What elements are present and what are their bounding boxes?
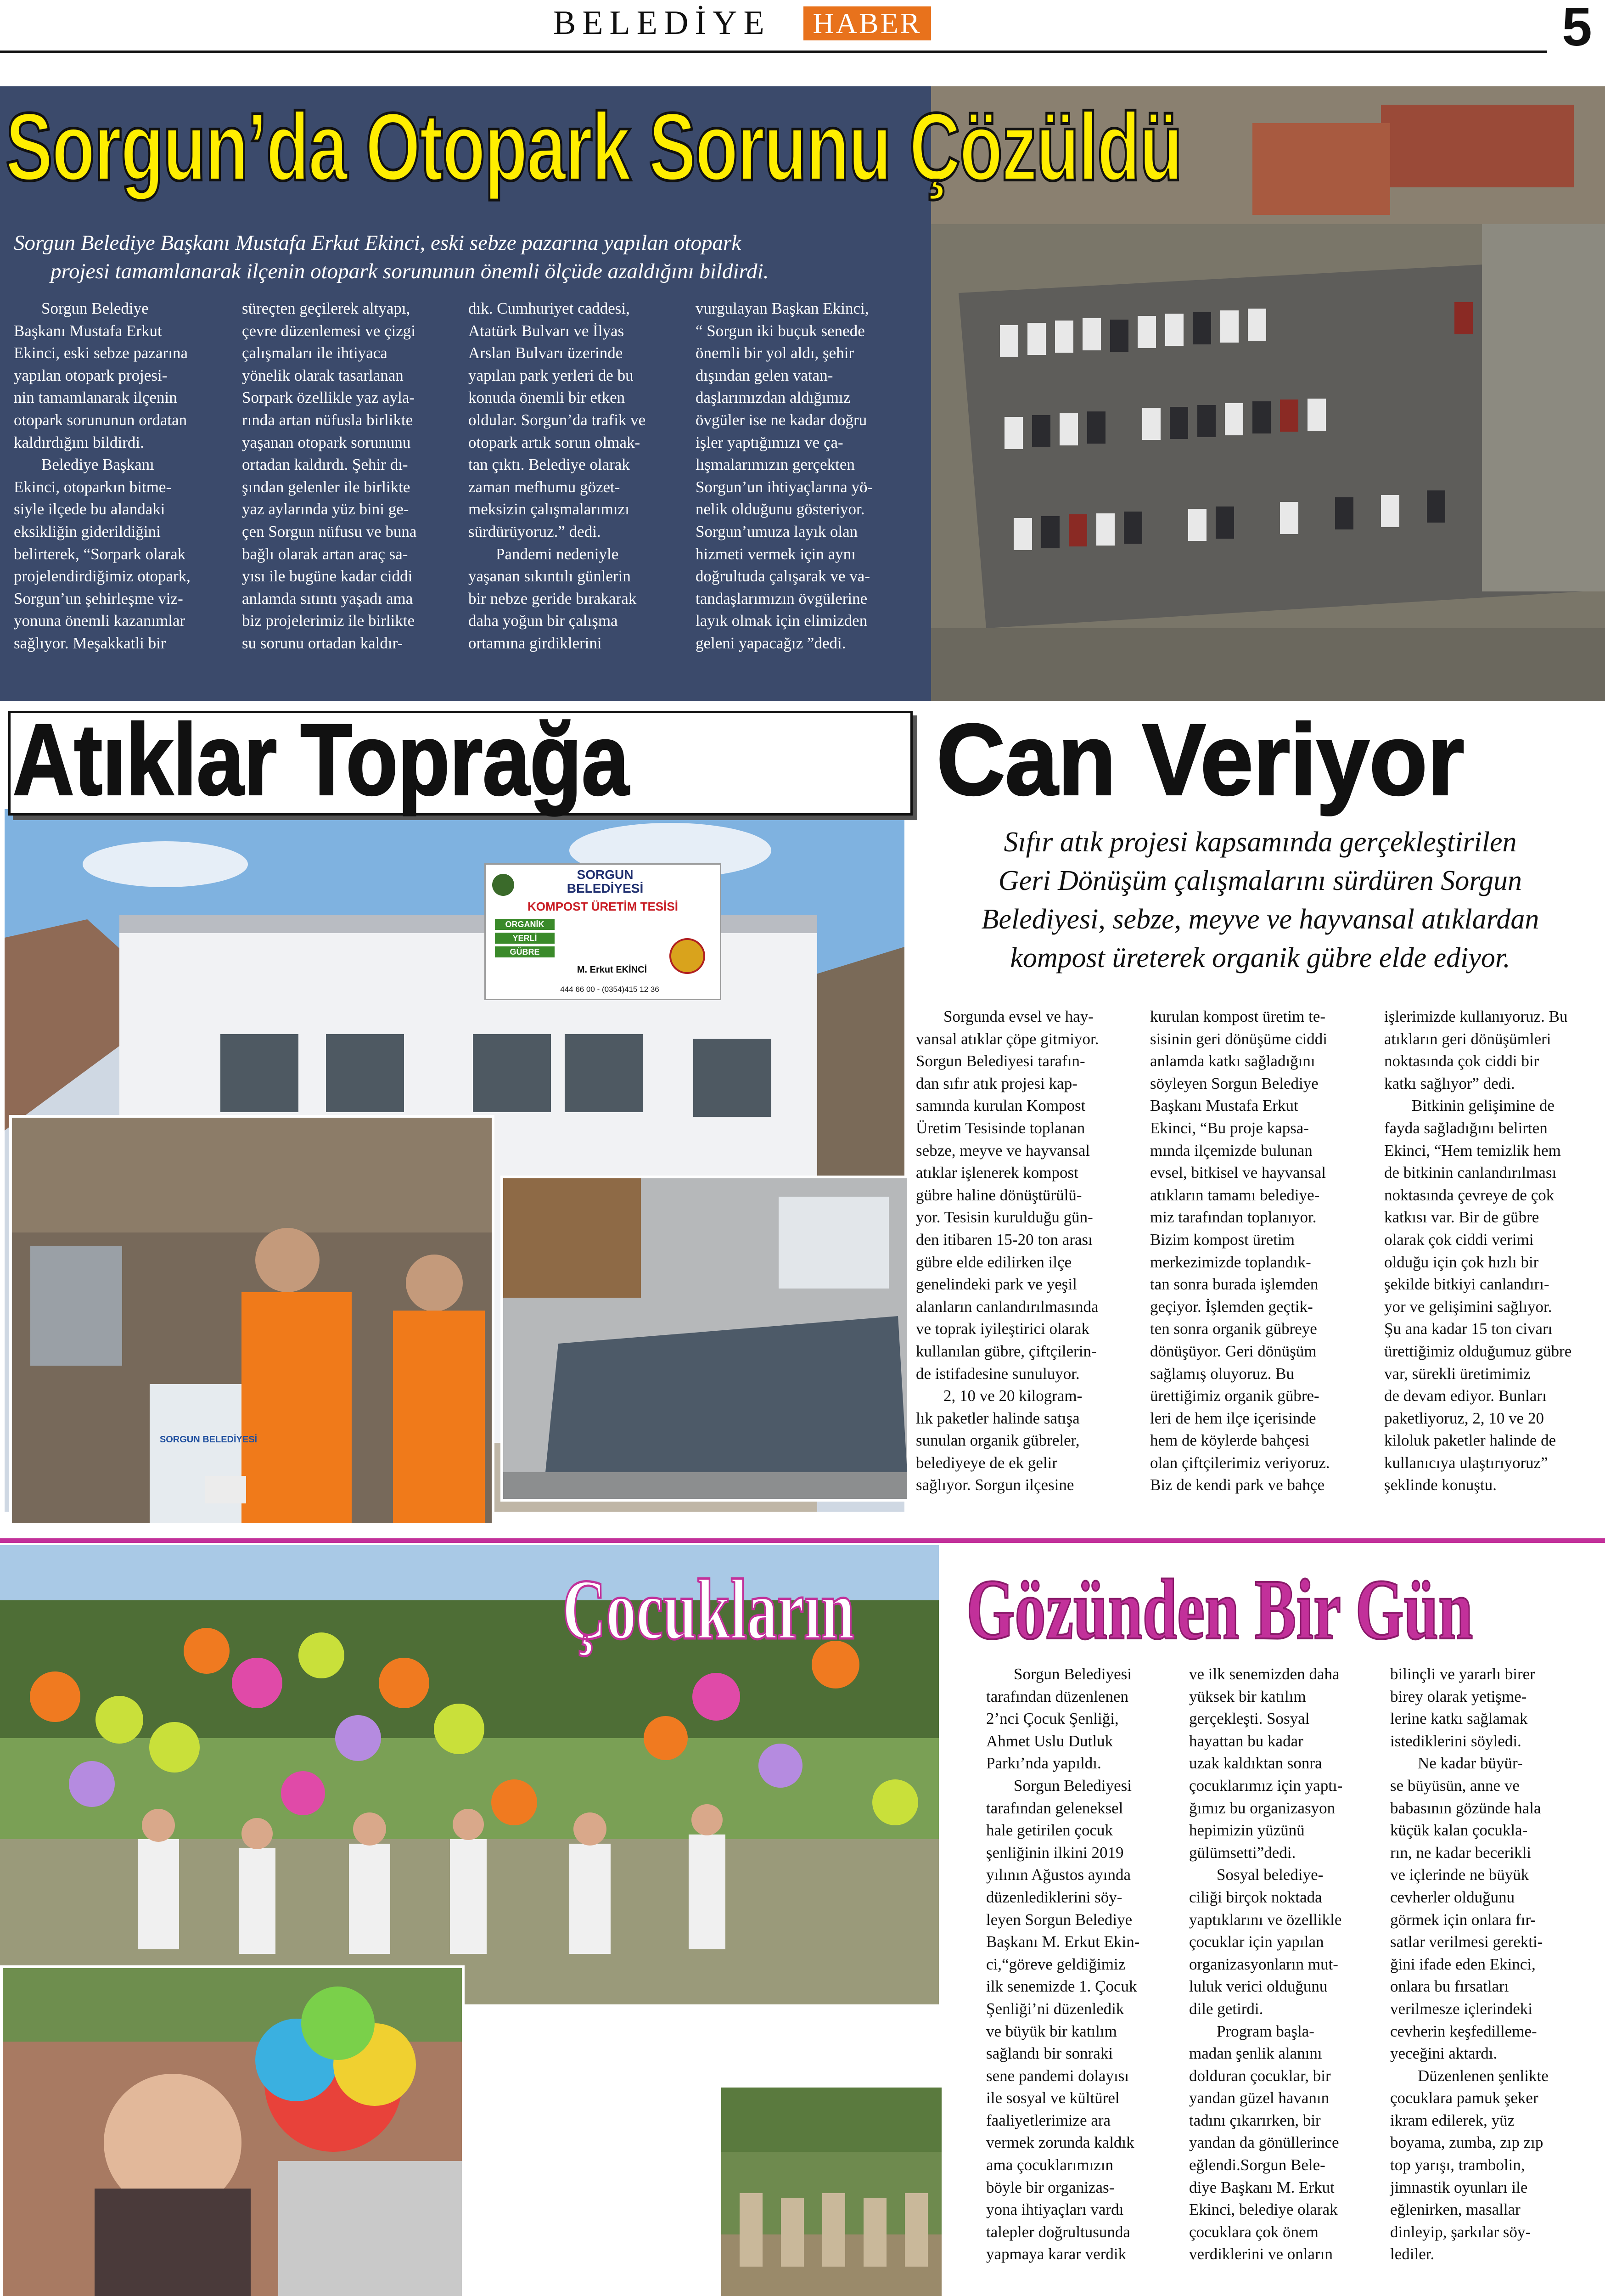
text-line: Arslan Bulvarı üzerinde <box>468 344 623 362</box>
text-line: şından gelenler ile birlikte <box>242 478 410 496</box>
text-line: sağlıyor. Meşakkatli bir <box>14 634 166 652</box>
text-line: noktasında çok ciddi bir <box>1384 1052 1539 1070</box>
text-line: sisinin geri dönüşüme ciddi <box>1150 1030 1327 1048</box>
text-line: yısı ile bugüne kadar ciddi <box>242 567 413 585</box>
text-line: organizasyonların mut- <box>1189 1955 1338 1973</box>
text-line: ve içlerinde ne büyük <box>1390 1866 1529 1884</box>
text-line: tan sonra burada işlemden <box>1150 1275 1319 1294</box>
text-line: Sorgun’umuza layık olan <box>696 522 858 540</box>
text-line: eksikliğin giderildiğini <box>14 522 161 540</box>
text-line: belirterek, “Sorpark olarak <box>14 545 186 563</box>
otopark-column-3 <box>468 298 679 655</box>
text-line: küçük kalan çocukla- <box>1390 1821 1528 1840</box>
text-line: tandaşlarımızın övgülerine <box>696 589 868 608</box>
text-line: hale getirilen çocuk <box>986 1821 1113 1840</box>
text-line: olan çiftçilerimiz veriyoruz. <box>1150 1453 1330 1472</box>
text-line: Atatürk Bulvarı ve İlyas <box>468 321 624 340</box>
sign-name: M. Erkut EKİNCİ <box>577 965 647 975</box>
text-line: sağlamış oluyoruz. Bu <box>1150 1364 1294 1383</box>
sign-tag-gubre: GÜBRE <box>495 946 555 957</box>
text-line: yaz aylarında yüz bini ge- <box>242 500 409 518</box>
text-line: miz tarafından toplanıyor. <box>1150 1208 1317 1227</box>
text-line: eğlenirken, masallar <box>1390 2200 1521 2219</box>
text-line: onlara bu fırsatları <box>1390 1977 1509 1996</box>
text-line: “ Sorgun iki buçuk senede <box>696 321 865 340</box>
text-line: yaşanan otopark sorununu <box>242 433 411 451</box>
text-line: top yarışı, trambolin, <box>1390 2156 1525 2174</box>
text-line: talepler doğrultusunda <box>986 2223 1130 2241</box>
text-line: otopark sorununun ordatan <box>14 411 187 429</box>
text-line: 2’nci Çocuk Şenliği, <box>986 1710 1119 1728</box>
text-line: Ekinci, belediye olarak <box>1189 2200 1338 2219</box>
text-line: dile getirdi. <box>1189 1999 1263 2018</box>
text-line: çocuklara pamuk şeker <box>1390 2089 1538 2107</box>
text-line: Biz de kendi park ve bahçe <box>1150 1476 1324 1494</box>
text-line: eğlendi.Sorgun Bele- <box>1189 2156 1325 2174</box>
text-line: Ekinci, “Bu proje kapsa- <box>1150 1119 1309 1137</box>
cocuk-column-1 <box>986 1663 1174 2266</box>
text-line: boyama, zumba, zıp zıp <box>1390 2133 1543 2152</box>
text-line: ğini ifade eden Ekinci, <box>1390 1955 1536 1973</box>
atiklar-column-2 <box>1150 1006 1368 1497</box>
text-line: diye Başkanı M. Erkut <box>1189 2178 1335 2196</box>
text-line: Başkanı Mustafa Erkut <box>14 321 162 340</box>
fertilizer-bag-label: SORGUN BELEDİYESİ <box>159 1435 258 1445</box>
lead-atiklar <box>918 823 1602 977</box>
text-line: Düzenlenen şenlikte <box>1418 2066 1549 2085</box>
text-line: yapılan otopark projesi- <box>14 366 168 384</box>
text-line: verilmesze içlerindeki <box>1390 1999 1532 2018</box>
compost-facility-sign <box>484 863 721 1000</box>
text-line: rında artan nüfusla birlikte <box>242 411 413 429</box>
sign-org-line-2: BELEDİYESİ <box>567 881 644 895</box>
text-line: atıkların geri dönüşümleri <box>1384 1030 1551 1048</box>
text-line: nin tamamlanarak ilçenin <box>14 388 177 407</box>
cocuk-column-3 <box>1390 1663 1601 2266</box>
text-line: otopark artık sorun olmak- <box>468 433 640 451</box>
text-line: katkısı var. Bir de gübre <box>1384 1208 1539 1227</box>
text-line: leyen Sorgun Belediye <box>986 1910 1133 1929</box>
text-line: Başkanı Mustafa Erkut <box>1150 1097 1298 1115</box>
text-line: gübre elde edilirken ilçe <box>916 1253 1072 1271</box>
text-line: önemli bir yol aldı, şehir <box>696 344 854 362</box>
text-line: Sosyal belediye- <box>1217 1866 1324 1884</box>
text-line: kullanıcıya ulaştırıyoruz” <box>1384 1453 1548 1472</box>
text-line: ci,“göreve geldiğimiz <box>986 1955 1126 1973</box>
masthead <box>0 0 1605 55</box>
headline-can-veriyor: Can Veriyor <box>937 703 1465 816</box>
text-line: genelindeki park ve yeşil <box>916 1275 1077 1294</box>
text-line: Şenliği’ni düzenledik <box>986 1999 1124 2018</box>
text-line: yor. Tesisin kurulduğu gün- <box>916 1208 1093 1227</box>
text-line: cevherler olduğunu <box>1390 1888 1515 1906</box>
text-line: kaldırdığını bildirdi. <box>14 433 144 451</box>
text-line: lık paketler halinde satışa <box>916 1409 1080 1427</box>
text-line: ortamına girdiklerini <box>468 634 602 652</box>
text-line: noktasında çevreye de çok <box>1384 1186 1554 1204</box>
text-line: paketliyoruz, 2, 10 ve 20 <box>1384 1409 1544 1427</box>
text-line: belediyeye de ek gelir <box>916 1453 1058 1472</box>
text-line: yona ihtiyaçları vardı <box>986 2200 1124 2219</box>
sack-race-photo <box>718 2085 944 2296</box>
sign-title: KOMPOST ÜRETİM TESİSİ <box>528 900 678 913</box>
text-line: hizmeti vermek için aynı <box>696 545 856 563</box>
text-line: se büyüsün, anne ve <box>1390 1776 1520 1795</box>
text-line: de bitkinin canlandırılması <box>1384 1164 1557 1182</box>
text-line: kiloluk paketler halinde de <box>1384 1431 1556 1450</box>
otopark-column-4 <box>696 298 916 655</box>
text-line: hem de köylerde bahçesi <box>1150 1431 1309 1450</box>
sign-org-line-1: SORGUN <box>577 867 634 882</box>
lead-atiklar-line: Sıfır atık projesi kapsamında gerçekleştirilen <box>1004 827 1517 858</box>
text-line: ve toprak iyileştirici olarak <box>916 1320 1090 1338</box>
text-line: rın, ne kadar becerikli <box>1390 1843 1532 1862</box>
text-line: yonuna önemli kazanımlar <box>14 612 185 630</box>
text-line: yaşanan sıkıntılı günlerin <box>468 567 631 585</box>
text-line: yılının Ağustos ayında <box>986 1866 1131 1884</box>
masthead-brand-right: HABER <box>803 6 931 40</box>
text-line: düzenlediklerini söy- <box>986 1888 1122 1906</box>
text-line: geleni yapacağız ”dedi. <box>696 634 846 652</box>
text-line: 2, 10 ve 20 kilogram- <box>943 1387 1083 1405</box>
text-line: şekilde bitkiyi canlandırı- <box>1384 1275 1549 1294</box>
text-line: sürdürüyoruz.” dedi. <box>468 522 601 540</box>
text-line: tadını çıkarırken, bir <box>1189 2111 1321 2129</box>
text-line: tan çıktı. Belediye olarak <box>468 456 630 474</box>
text-line: Belediye Başkanı <box>41 456 154 474</box>
lead-atiklar-line: Geri Dönüşüm çalışmalarını sürdüren Sorgun <box>998 865 1522 896</box>
text-line: görmek için onlara fır- <box>1390 1910 1536 1929</box>
masthead-brand-left: BELEDİYE <box>553 4 771 42</box>
text-line: katkı sağlıyor” dedi. <box>1384 1074 1515 1092</box>
text-line: dan sıfır atık projesi kap- <box>916 1074 1077 1092</box>
text-line: çevre düzenlemesi ve çizgi <box>242 321 415 340</box>
text-line: konuda önemli bir etken <box>468 388 625 407</box>
text-line: Bitkinin gelişimine de <box>1412 1097 1555 1115</box>
text-line: cevherin keşfedilleme- <box>1390 2022 1537 2040</box>
text-line: yandan da gönüllerince <box>1189 2133 1339 2152</box>
sign-tag-yerli: YERLİ <box>495 933 555 944</box>
lead-atiklar-line: kompost üreterek organik gübre elde ediyor. <box>1010 942 1510 974</box>
text-line: hepimizin yüzünü <box>1189 1821 1305 1840</box>
text-line: şenliğinin ilkini 2019 <box>986 1843 1124 1862</box>
text-line: ürettiğimiz organik gübre- <box>1150 1387 1319 1405</box>
text-line: çalışmaları ile ihtiyaca <box>242 344 387 362</box>
text-line: faaliyetlerimize ara <box>986 2111 1111 2129</box>
text-line: süreçten geçilerek altyapı, <box>242 299 410 317</box>
text-line: ve büyük bir katılım <box>986 2022 1117 2040</box>
text-line: satlar verilmesi gerekti- <box>1390 1933 1543 1951</box>
text-line: lerine katkı sağlamak <box>1390 1710 1528 1728</box>
text-line: siyle ilçede bu alandaki <box>14 500 165 518</box>
text-line: sene pandemi dolayısı <box>986 2066 1129 2085</box>
text-line: ten sonra organik gübreye <box>1150 1320 1317 1338</box>
lead-otopark-line: Sorgun Belediye Başkanı Mustafa Erkut Ekinci, eski sebze pazarına yapılan otopark <box>14 231 741 255</box>
text-line: Sorgun Belediyesi <box>1014 1776 1132 1795</box>
text-line: Ne kadar büyür- <box>1418 1754 1523 1773</box>
text-line: ama çocuklarımızın <box>986 2156 1113 2174</box>
text-line: vurgulayan Başkan Ekinci, <box>696 299 869 317</box>
text-line: su sorunu ortadan kaldır- <box>242 634 403 652</box>
text-line: vansal atıklar çöpe gitmiyor. <box>916 1030 1099 1048</box>
text-line: olduğu için çok hızlı bir <box>1384 1253 1539 1271</box>
text-line: ilk senemizde 1. Çocuk <box>986 1977 1137 1996</box>
text-line: daha yoğun bir çalışma <box>468 612 618 630</box>
text-line: tarafından düzenlenen <box>986 1687 1128 1705</box>
text-line: bir nebze geride bırakarak <box>468 589 637 608</box>
text-line: dışından gelen vatan- <box>696 366 833 384</box>
text-line: de devam ediyor. Bunları <box>1384 1387 1547 1405</box>
text-line: lışmalarımızın gerçekten <box>696 456 855 474</box>
text-line: biz projelerimiz ile birlikte <box>242 612 415 630</box>
text-line: Başkanı M. Erkut Ekin- <box>986 1933 1140 1951</box>
text-line: anlamda sıtıntı yaşadı ama <box>242 589 413 608</box>
text-line: ikram edilerek, yüz <box>1390 2111 1515 2129</box>
text-line: babasının gözünde hala <box>1390 1799 1541 1817</box>
text-line: atıklar işlenerek kompost <box>916 1164 1078 1182</box>
text-line: Pandemi nedeniyle <box>496 545 619 563</box>
text-line: yeceğini aktardı. <box>1390 2044 1498 2063</box>
text-line: Şu ana kadar 15 ton civarı <box>1384 1320 1553 1338</box>
text-line: yapmaya karar verdik <box>986 2245 1127 2263</box>
text-line: zaman mefhumu gözet- <box>468 478 620 496</box>
text-line: ve ilk senemizden daha <box>1189 1665 1340 1683</box>
sign-phone: 444 66 00 - (0354)415 12 36 <box>560 985 659 994</box>
text-line: Sorgun Belediyesi <box>1014 1665 1132 1683</box>
sign-tag-organik: ORGANİK <box>495 919 555 930</box>
text-line: verdiklerini ve onların <box>1189 2245 1333 2263</box>
text-line: şeklinde konuştu. <box>1384 1476 1497 1494</box>
headline-cocuklarin: Çocukların <box>562 1561 855 1657</box>
lead-atiklar-line: Belediyesi, sebze, meyve ve hayvansal atıklardan <box>981 904 1539 935</box>
text-line: daşlarımızdan aldığımız <box>696 388 851 407</box>
cocuk-column-2 <box>1189 1663 1377 2266</box>
text-line: Sorgun Belediyesi tarafın- <box>916 1052 1085 1070</box>
text-line: Ekinci, “Hem temizlik hem <box>1384 1141 1561 1159</box>
text-line: Bizim kompost üretim <box>1150 1230 1295 1249</box>
text-line: var, sürekli üretimimiz <box>1384 1364 1531 1383</box>
text-line: sebze, meyve ve hayvansal <box>916 1141 1090 1159</box>
text-line: Sorgun’un ihtiyaçlarına yö- <box>696 478 873 496</box>
workers-photo <box>9 1115 494 1526</box>
text-line: yor ve gelişimini sağlıyor. <box>1384 1297 1552 1316</box>
atiklar-column-1 <box>916 1006 1132 1497</box>
text-line: den itibaren 15-20 ton arası <box>916 1230 1093 1249</box>
text-line: Sorgunda evsel ve hay- <box>943 1007 1094 1025</box>
lead-otopark <box>14 229 923 286</box>
text-line: Sorpark özellikle yaz ayla- <box>242 388 415 407</box>
text-line: gerçekleşti. Sosyal <box>1189 1710 1310 1728</box>
text-line: ürettiğimiz olduğumuz gübre <box>1384 1342 1572 1360</box>
text-line: Sorgun’un şehirleşme viz- <box>14 589 183 608</box>
text-line: anlamda katkı sağladığını <box>1150 1052 1315 1070</box>
text-line: yaptıklarını ve özellikle <box>1189 1910 1342 1929</box>
text-line: uzak kaldıktan sonra <box>1189 1754 1322 1773</box>
headline-otopark: Sorgun’da Otopark Sorunu Çözüldü <box>6 93 1182 201</box>
text-line: işler yaptığımızı ve ça- <box>696 433 843 451</box>
text-line: projelendirdiğimiz otopark, <box>14 567 191 585</box>
text-line: kurulan kompost üretim te- <box>1150 1007 1326 1025</box>
text-line: yönelik olarak tasarlanan <box>242 366 404 384</box>
text-line: oldular. Sorgun’da trafik ve <box>468 411 646 429</box>
fertilizer-bags-photo <box>500 1176 910 1502</box>
text-line: yapılan park yerleri de bu <box>468 366 634 384</box>
otopark-column-2 <box>242 298 453 655</box>
text-line: ile sosyal ve kültürel <box>986 2089 1120 2107</box>
text-line: Ekinci, eski sebze pazarına <box>14 344 188 362</box>
headline-gozunden-bir-gun: Gözünden Bir Gün <box>966 1561 1473 1657</box>
sign-logo-icon <box>492 874 514 896</box>
text-line: samında kurulan Kompost <box>916 1097 1086 1115</box>
text-line: Sorgun Belediye <box>41 299 149 317</box>
masthead-rule <box>0 51 1547 53</box>
face-painting-clown-photo <box>0 1965 465 2296</box>
text-line: atıkların tamamı belediye- <box>1150 1186 1320 1204</box>
text-line: sunulan organik gübreler, <box>916 1431 1080 1450</box>
text-line: fayda sağladığını belirten <box>1384 1119 1548 1137</box>
text-line: dönüşüyor. Geri dönüşüm <box>1150 1342 1317 1360</box>
text-line: dolduran çocuklar, bir <box>1189 2066 1331 2085</box>
text-line: sağlıyor. Sorgun ilçesine <box>916 1476 1074 1494</box>
text-line: Üretim Tesisinde toplanan <box>916 1119 1085 1137</box>
otopark-column-1 <box>14 298 227 655</box>
text-line: kullanılan gübre, çiftçilerin- <box>916 1342 1097 1360</box>
text-line: işlerimizde kullanıyoruz. Bu <box>1384 1007 1568 1025</box>
text-line: Program başla- <box>1217 2022 1314 2040</box>
text-line: leri de hem ilçe içerisinde <box>1150 1409 1316 1427</box>
text-line: birey olarak yetişme- <box>1390 1687 1527 1705</box>
text-line: yüksek bir katılım <box>1189 1687 1306 1705</box>
text-line: jimnastik oyunları ile <box>1390 2178 1528 2196</box>
text-line: tarafından geleneksel <box>986 1799 1123 1817</box>
text-line: çocuklar için yapılan <box>1189 1933 1324 1951</box>
text-line: gülümsetti”dedi. <box>1189 1843 1296 1862</box>
text-line: övgüler ise ne kadar doğru <box>696 411 867 429</box>
text-line: luluk verici olduğunu <box>1189 1977 1328 1996</box>
text-line: merkezimizde toplandık- <box>1150 1253 1311 1271</box>
text-line: madan şenlik alanını <box>1189 2044 1322 2063</box>
text-line: böyle bir organizas- <box>986 2178 1115 2196</box>
text-line: Ahmet Uslu Dutluk <box>986 1732 1113 1750</box>
page-number: 5 <box>1562 0 1592 57</box>
sign-seal-icon <box>669 938 705 974</box>
text-line: lediler. <box>1390 2245 1435 2263</box>
text-line: Parkı’nda yapıldı. <box>986 1754 1101 1773</box>
atiklar-column-3 <box>1384 1006 1604 1497</box>
text-line: ortadan kaldırdı. Şehir dı- <box>242 456 408 474</box>
text-line: vermek zorunda kaldık <box>986 2133 1134 2152</box>
text-line: çocuklara çok önem <box>1189 2223 1319 2241</box>
text-line: söyleyen Sorgun Belediye <box>1150 1074 1319 1092</box>
text-line: çen Sorgun nüfusu ve buna <box>242 522 417 540</box>
text-line: ciliği birçok noktada <box>1189 1888 1322 1906</box>
text-line: ğımız bu organizasyon <box>1189 1799 1336 1817</box>
text-line: dinleyip, şarkılar söy- <box>1390 2223 1531 2241</box>
text-line: doğrultuda çalışarak ve va- <box>696 567 870 585</box>
text-line: istediklerini söyledi. <box>1390 1732 1521 1750</box>
text-line: Ekinci, otoparkın bitme- <box>14 478 172 496</box>
text-line: çocuklarımız için yaptı- <box>1189 1776 1343 1795</box>
text-line: bilinçli ve yararlı birer <box>1390 1665 1535 1683</box>
text-line: olarak çok ciddi verimi <box>1384 1230 1534 1249</box>
text-line: sağlandı bir sonraki <box>986 2044 1113 2063</box>
lead-otopark-line: projesi tamamlanarak ilçenin otopark sorununun önemli ölçüde azaldığını bildirdi. <box>51 259 769 283</box>
text-line: gübre haline dönüştürülü- <box>916 1186 1082 1204</box>
text-line: yandan güzel havanın <box>1189 2089 1330 2107</box>
text-line: de istifadesine sunuluyor. <box>916 1364 1080 1383</box>
text-line: dık. Cumhuriyet caddesi, <box>468 299 630 317</box>
text-line: nelik olduğunu gösteriyor. <box>696 500 865 518</box>
text-line: layık olmak için elimizden <box>696 612 868 630</box>
text-line: alanların canlandırılmasında <box>916 1297 1099 1316</box>
text-line: hayattan bu kadar <box>1189 1732 1303 1750</box>
section-divider <box>0 1538 1605 1543</box>
text-line: evsel, bitkisel ve hayvansal <box>1150 1164 1326 1182</box>
text-line: mında ilçemizde bulunan <box>1150 1141 1313 1159</box>
text-line: meksizin çalışmalarımızı <box>468 500 629 518</box>
headline-atiklar: Atıklar Toprağa <box>13 703 629 816</box>
text-line: bağlı olarak artan araç sa- <box>242 545 408 563</box>
text-line: geçiyor. İşlemden geçtik- <box>1150 1297 1313 1316</box>
